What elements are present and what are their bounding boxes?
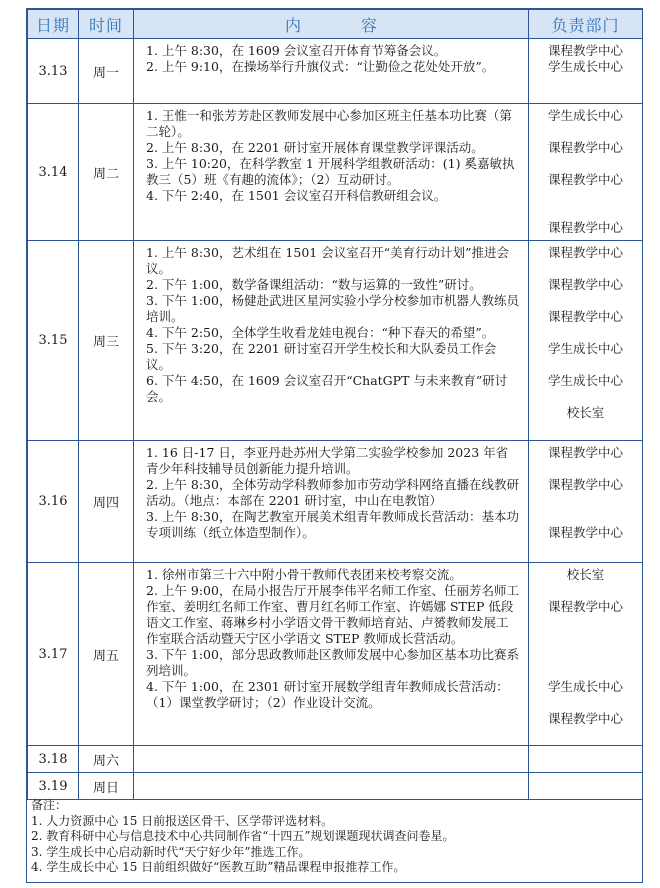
header-date: 日期	[28, 10, 79, 39]
row-day: 周六	[79, 746, 134, 773]
list-item: 2. 上午 9:00，在局小报告厅开展李伟平名师工作室、任丽芳名师工作室、姜明红名师工作室、曹月红名师工作室、许嫣娜 STEP 低段语文工作室、蒋琳乡村小学语文骨干教师培育站、卢赟教师发展工作室联合活动暨天宁区小学语文 STEP 教师成长营活动。	[146, 583, 519, 646]
row-day: 周五	[79, 563, 134, 746]
list-item: 2. 上午 8:30，在 2201 研讨室开展体育课堂教学评课活动。	[146, 140, 484, 155]
row-dept	[529, 241, 643, 441]
dept-label: 学生成长中心	[547, 341, 623, 356]
dept-label: 校长室	[566, 567, 605, 582]
table-row	[28, 773, 643, 800]
dept-label: 学生成长中心	[547, 108, 623, 123]
row-dept	[529, 104, 643, 241]
row-date: 3.15	[28, 241, 79, 441]
header-time: 时间	[79, 10, 134, 39]
row-content	[134, 746, 529, 773]
dept-label: 课程教学中心	[547, 140, 623, 155]
weekly-schedule-table	[27, 9, 643, 800]
row-content	[134, 241, 529, 441]
notes-section	[31, 798, 631, 876]
dept-label: 课程教学中心	[547, 309, 623, 324]
dept-label: 课程教学中心	[547, 43, 623, 58]
row-day: 周三	[79, 241, 134, 441]
row-content	[134, 563, 529, 746]
row-date: 3.19	[28, 773, 79, 800]
row-dept	[529, 441, 643, 563]
table-row	[28, 241, 643, 441]
row-date: 3.16	[28, 441, 79, 563]
table-row	[28, 746, 643, 773]
header-row	[28, 10, 643, 39]
dept-label: 课程教学中心	[547, 477, 623, 492]
dept-label: 学生成长中心	[547, 373, 623, 388]
list-item: 4. 下午 2:40，在 1501 会议室召开科信教研组会议。	[146, 188, 447, 203]
dept-label: 课程教学中心	[547, 445, 623, 460]
list-item: 2. 下午 1:00，数学备课组活动：“数与运算的一致性”研讨。	[146, 277, 482, 292]
row-date: 3.13	[28, 39, 79, 104]
list-item: 2. 上午 9:10，在操场举行升旗仪式：“让勤俭之花处处开放”。	[146, 59, 495, 74]
dept-label: 课程教学中心	[547, 220, 623, 235]
list-item: 3. 下午 1:00，部分思政教师赴区教师发展中心参加区基本功比赛系列培训。	[146, 647, 519, 678]
list-item: 4. 下午 1:00，在 2301 研讨室开展数学组青年教师成长营活动：（1）课堂教学研讨；（2）作业设计交流。	[146, 679, 509, 710]
row-date: 3.18	[28, 746, 79, 773]
header-content: 内容	[134, 10, 529, 39]
list-item: 1. 16 日-17 日，李亚丹赴苏州大学第二实验学校参加 2023 年省青少年科技辅导员创新能力提升培训。	[146, 445, 509, 476]
list-item: 3. 上午 10:20，在科学教室 1 开展科学组教研活动：(1) 奚嘉敏执教三（5）班《有趣的流体》；（2）互动研讨。	[146, 156, 515, 187]
list-item: 4. 下午 2:50，全体学生收看龙娃电视台：“种下春天的希望”。	[146, 325, 495, 340]
row-date: 3.17	[28, 563, 79, 746]
row-day: 周一	[79, 39, 134, 104]
dept-label: 课程教学中心	[547, 172, 623, 187]
note-item: 1. 人力资源中心 15 日前报送区骨干、区学带评选材料。	[31, 813, 334, 828]
row-date: 3.14	[28, 104, 79, 241]
dept-label: 学生成长中心	[547, 679, 623, 694]
notes-title: 备注：	[31, 798, 68, 812]
row-dept	[529, 746, 643, 773]
schedule-sheet	[26, 8, 643, 883]
dept-label: 课程教学中心	[547, 599, 623, 614]
list-item: 6. 下午 4:50，在 1609 会议室召开“ChatGPT 与未来教育”研讨会。	[146, 373, 508, 404]
note-item: 4. 学生成长中心 15 日前组织做好“医教互助”精品课程申报推荐工作。	[31, 860, 406, 874]
row-day: 周日	[79, 773, 134, 800]
row-content	[134, 441, 529, 563]
dept-label: 学生成长中心	[547, 59, 623, 74]
row-content	[134, 39, 529, 104]
dept-label: 课程教学中心	[547, 277, 623, 292]
table-row	[28, 441, 643, 563]
list-item: 3. 上午 8:30，在陶艺教室开展美术组青年教师成长营活动：基本功专项训练（纸立体造型制作）。	[146, 509, 519, 540]
list-item: 1. 徐州市第三十六中附小骨干教师代表团来校考察交流。	[146, 567, 462, 582]
dept-label: 课程教学中心	[547, 245, 623, 260]
list-item: 2. 上午 8:30，全体劳动学科教师参加市劳动学科网络直播在线教研活动。（地点：本部在 2201 研讨室，中山在电教馆）	[146, 477, 519, 508]
list-item: 3. 下午 1:00，杨健赴武进区星河实验小学分校参加市机器人教练员培训。	[146, 293, 519, 324]
row-dept	[529, 773, 643, 800]
note-item: 3. 学生成长中心启动新时代“天宁好少年”推选工作。	[31, 844, 311, 859]
list-item: 5. 下午 3:20，在 2201 研讨室召开学生校长和大队委员工作会议。	[146, 341, 497, 372]
table-row	[28, 39, 643, 104]
row-day: 周二	[79, 104, 134, 241]
header-dept: 负责部门	[529, 10, 643, 39]
list-item: 1. 上午 8:30，在 1609 会议室召开体育节筹备会议。	[146, 43, 447, 58]
row-content	[134, 773, 529, 800]
row-dept	[529, 563, 643, 746]
list-item: 1. 上午 8:30，艺术组在 1501 会议室召开“美育行动计划”推进会议。	[146, 245, 509, 276]
list-item: 1. 王惟一和张芳芳赴区教师发展中心参加区班主任基本功比赛（第二轮）。	[146, 108, 512, 139]
table-row	[28, 104, 643, 241]
table-row	[28, 563, 643, 746]
dept-label: 课程教学中心	[547, 711, 623, 726]
note-item: 2. 教育科研中心与信息技术中心共同制作省“十四五”规划课题现状调查问卷星。	[31, 829, 455, 843]
row-day: 周四	[79, 441, 134, 563]
dept-label: 校长室	[566, 405, 605, 420]
row-dept	[529, 39, 643, 104]
row-content	[134, 104, 529, 241]
dept-label: 课程教学中心	[547, 525, 623, 540]
